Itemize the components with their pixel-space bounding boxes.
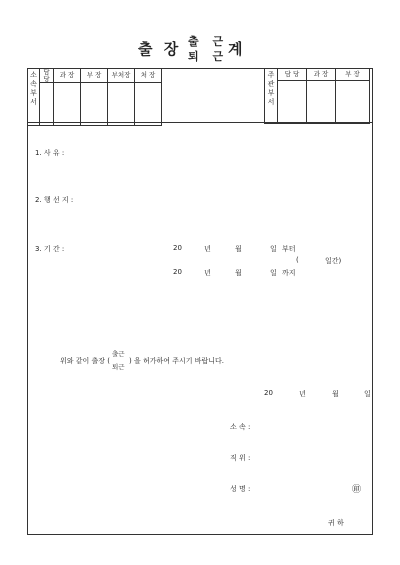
position-label: 직 위 : bbox=[230, 454, 251, 462]
approval-left-sign-1[interactable] bbox=[40, 83, 54, 126]
name-label: 성 명 : bbox=[230, 485, 251, 493]
approval-right-sign-1[interactable] bbox=[278, 81, 307, 124]
date-year: 20 bbox=[264, 389, 273, 397]
period-start-day-unit: 일 bbox=[270, 245, 277, 253]
approval-left-sign-5[interactable] bbox=[135, 83, 162, 126]
approval-left-header-3: 부 장 bbox=[81, 69, 108, 83]
title-suffix: 계 bbox=[228, 40, 246, 58]
title-main: 출 장 bbox=[138, 40, 182, 58]
date-day-unit: 일 bbox=[364, 390, 371, 398]
approval-left-sign-3[interactable] bbox=[81, 83, 108, 126]
seal-mark: ㊞ bbox=[352, 485, 362, 495]
period-end-day-unit: 일 bbox=[270, 269, 277, 277]
period-label: 3. 기 간 : bbox=[35, 245, 65, 253]
approval-left-side-label: 소 속 부 서 bbox=[28, 69, 40, 126]
title-option-lower: 퇴 근 bbox=[188, 50, 229, 63]
approval-left-header-4: 부처장 bbox=[108, 69, 135, 83]
approval-right-side-label: 주 관 부 서 bbox=[265, 69, 278, 124]
approval-left-header-6 bbox=[162, 69, 163, 83]
request-prefix: 위와 같이 출장 ( bbox=[60, 357, 110, 365]
duration-text: 일간) bbox=[325, 257, 342, 265]
form-frame bbox=[27, 68, 373, 535]
approval-right-sign-2[interactable] bbox=[307, 81, 336, 124]
approval-left-sign-2[interactable] bbox=[54, 83, 81, 126]
period-start-month-unit: 월 bbox=[235, 245, 242, 253]
approval-right-header-1: 담 당 bbox=[278, 69, 307, 81]
approval-right-sign-3[interactable] bbox=[336, 81, 370, 124]
approval-left-sign-4[interactable] bbox=[108, 83, 135, 126]
period-start-year: 20 bbox=[173, 244, 182, 252]
approval-right-header-3: 부 장 bbox=[336, 69, 370, 81]
request-option-upper: 출근 bbox=[112, 350, 125, 358]
period-start-tail: 부터 bbox=[282, 245, 296, 253]
period-start-year-unit: 년 bbox=[204, 245, 211, 253]
approval-right-header-2: 과 장 bbox=[307, 69, 336, 81]
duration-open: ( bbox=[296, 256, 299, 264]
request-suffix: ) 을 허가하여 주시기 바랍니다. bbox=[129, 357, 225, 365]
title-option-upper: 출 근 bbox=[188, 35, 229, 48]
request-option-lower: 퇴근 bbox=[112, 363, 125, 371]
period-end-year: 20 bbox=[173, 268, 182, 276]
approval-left-header-5: 처 장 bbox=[135, 69, 162, 83]
approval-left-header-1: 담 당 bbox=[40, 69, 54, 83]
date-month-unit: 월 bbox=[332, 390, 339, 398]
approval-table-right bbox=[264, 68, 370, 124]
approval-left-header-2: 과 장 bbox=[54, 69, 81, 83]
closing: 귀 하 bbox=[328, 519, 344, 527]
reason-label: 1. 사 유 : bbox=[35, 149, 65, 157]
approval-divider bbox=[27, 122, 373, 123]
period-end-month-unit: 월 bbox=[235, 269, 242, 277]
destination-label: 2. 행 선 지 : bbox=[35, 196, 74, 204]
date-year-unit: 년 bbox=[299, 390, 306, 398]
approval-table-left bbox=[27, 68, 163, 126]
affiliation-label: 소 속 : bbox=[230, 423, 251, 431]
period-end-year-unit: 년 bbox=[204, 269, 211, 277]
period-end-tail: 까지 bbox=[282, 269, 296, 277]
